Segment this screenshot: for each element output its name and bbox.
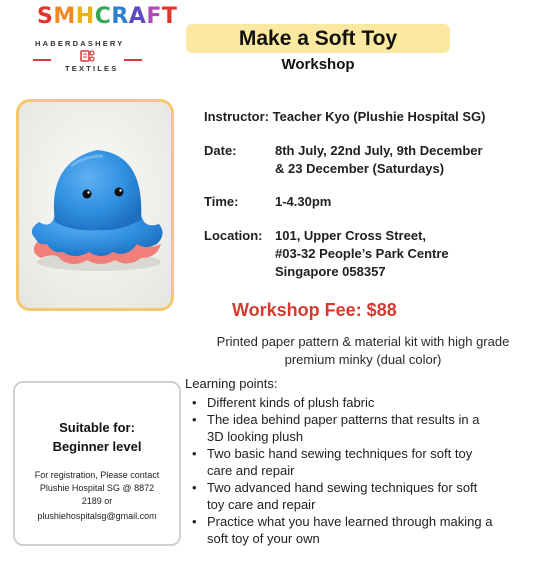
- bullet-icon: •: [192, 446, 197, 461]
- kit-line2: premium minky (dual color): [284, 352, 442, 367]
- logo-tagline-bottom: TEXTILES: [65, 64, 119, 73]
- octopus-plush-image: [19, 102, 171, 308]
- logo-wordmark: [37, 4, 177, 29]
- logo-letter: T: [161, 4, 178, 29]
- date-value-line1: 8th July, 22nd July, 9th December: [275, 143, 483, 158]
- date-value-line2: & 23 December (Saturdays): [275, 161, 445, 176]
- suitable-heading: [15, 418, 179, 456]
- list-item-text: Practice what you have learned through making a: [207, 514, 493, 529]
- location-line2: #03-32 People’s Park Centre: [275, 246, 449, 261]
- location-label: Location:: [204, 228, 263, 243]
- location-line3: Singapore 058357: [275, 264, 386, 279]
- product-photo-frame: [16, 99, 174, 311]
- list-item-text: 3D looking plush: [207, 429, 304, 444]
- list-item: [190, 445, 526, 479]
- logo-divider-right: [124, 59, 142, 61]
- bullet-icon: •: [192, 514, 197, 529]
- logo-tagline-top: HABERDASHERY: [35, 39, 125, 48]
- logo-letter: A: [128, 4, 147, 29]
- bullet-icon: •: [192, 412, 197, 427]
- logo-divider-left: [33, 59, 51, 61]
- time-value: 1-4.30pm: [275, 194, 332, 209]
- list-item: [190, 394, 526, 411]
- list-item-text: Two advanced hand sewing techniques for soft: [207, 480, 478, 495]
- contact-line: Plushie Hospital SG @ 8872: [39, 483, 155, 493]
- list-item: [190, 411, 526, 445]
- bullet-icon: •: [192, 480, 197, 495]
- logo-letter: R: [111, 4, 129, 29]
- brand-logo: [12, 4, 178, 76]
- list-item-text: The idea behind paper patterns that results in a: [207, 412, 480, 427]
- kit-line1: Printed paper pattern & material kit with high grade: [216, 334, 510, 349]
- workshop-fee: Workshop Fee: $88: [232, 300, 397, 320]
- contact-email: plushiehospitalsg@gmail.com: [37, 511, 157, 521]
- learning-points-list: [190, 394, 526, 547]
- logo-letter: H: [75, 4, 95, 29]
- contact-line: 2189 or: [81, 496, 113, 506]
- page-title: Make a Soft Toy: [238, 27, 398, 50]
- level-label: Beginner level: [52, 439, 142, 454]
- page-subtitle: Workshop: [281, 56, 355, 73]
- logo-letter: C: [94, 4, 112, 29]
- list-item-text: Different kinds of plush fabric: [207, 395, 375, 410]
- bullet-icon: •: [192, 395, 197, 410]
- time-label: Time:: [204, 194, 239, 209]
- list-item-text: care and repair: [207, 463, 295, 478]
- list-item-text: soft toy of your own: [207, 531, 320, 546]
- learning-points-heading: Learning points:: [185, 376, 278, 391]
- list-item-text: toy care and repair: [207, 497, 316, 512]
- contact-line: For registration, Please contact: [34, 470, 160, 480]
- date-label: Date:: [204, 143, 237, 158]
- registration-contact: [15, 469, 179, 523]
- scissors-spool-icon: [79, 49, 95, 63]
- list-item-text: Two basic hand sewing techniques for soft toy: [207, 446, 473, 461]
- suitable-for-label: Suitable for:: [59, 420, 135, 435]
- logo-letter: M: [53, 4, 76, 29]
- location-line1: 101, Upper Cross Street,: [275, 228, 427, 243]
- list-item: [190, 479, 526, 513]
- list-item: [190, 513, 526, 547]
- kit-description: [196, 333, 530, 369]
- logo-letter: F: [146, 4, 162, 29]
- logo-letter: S: [37, 4, 54, 29]
- instructor-text: Instructor: Teacher Kyo (Plushie Hospital SG): [204, 109, 486, 124]
